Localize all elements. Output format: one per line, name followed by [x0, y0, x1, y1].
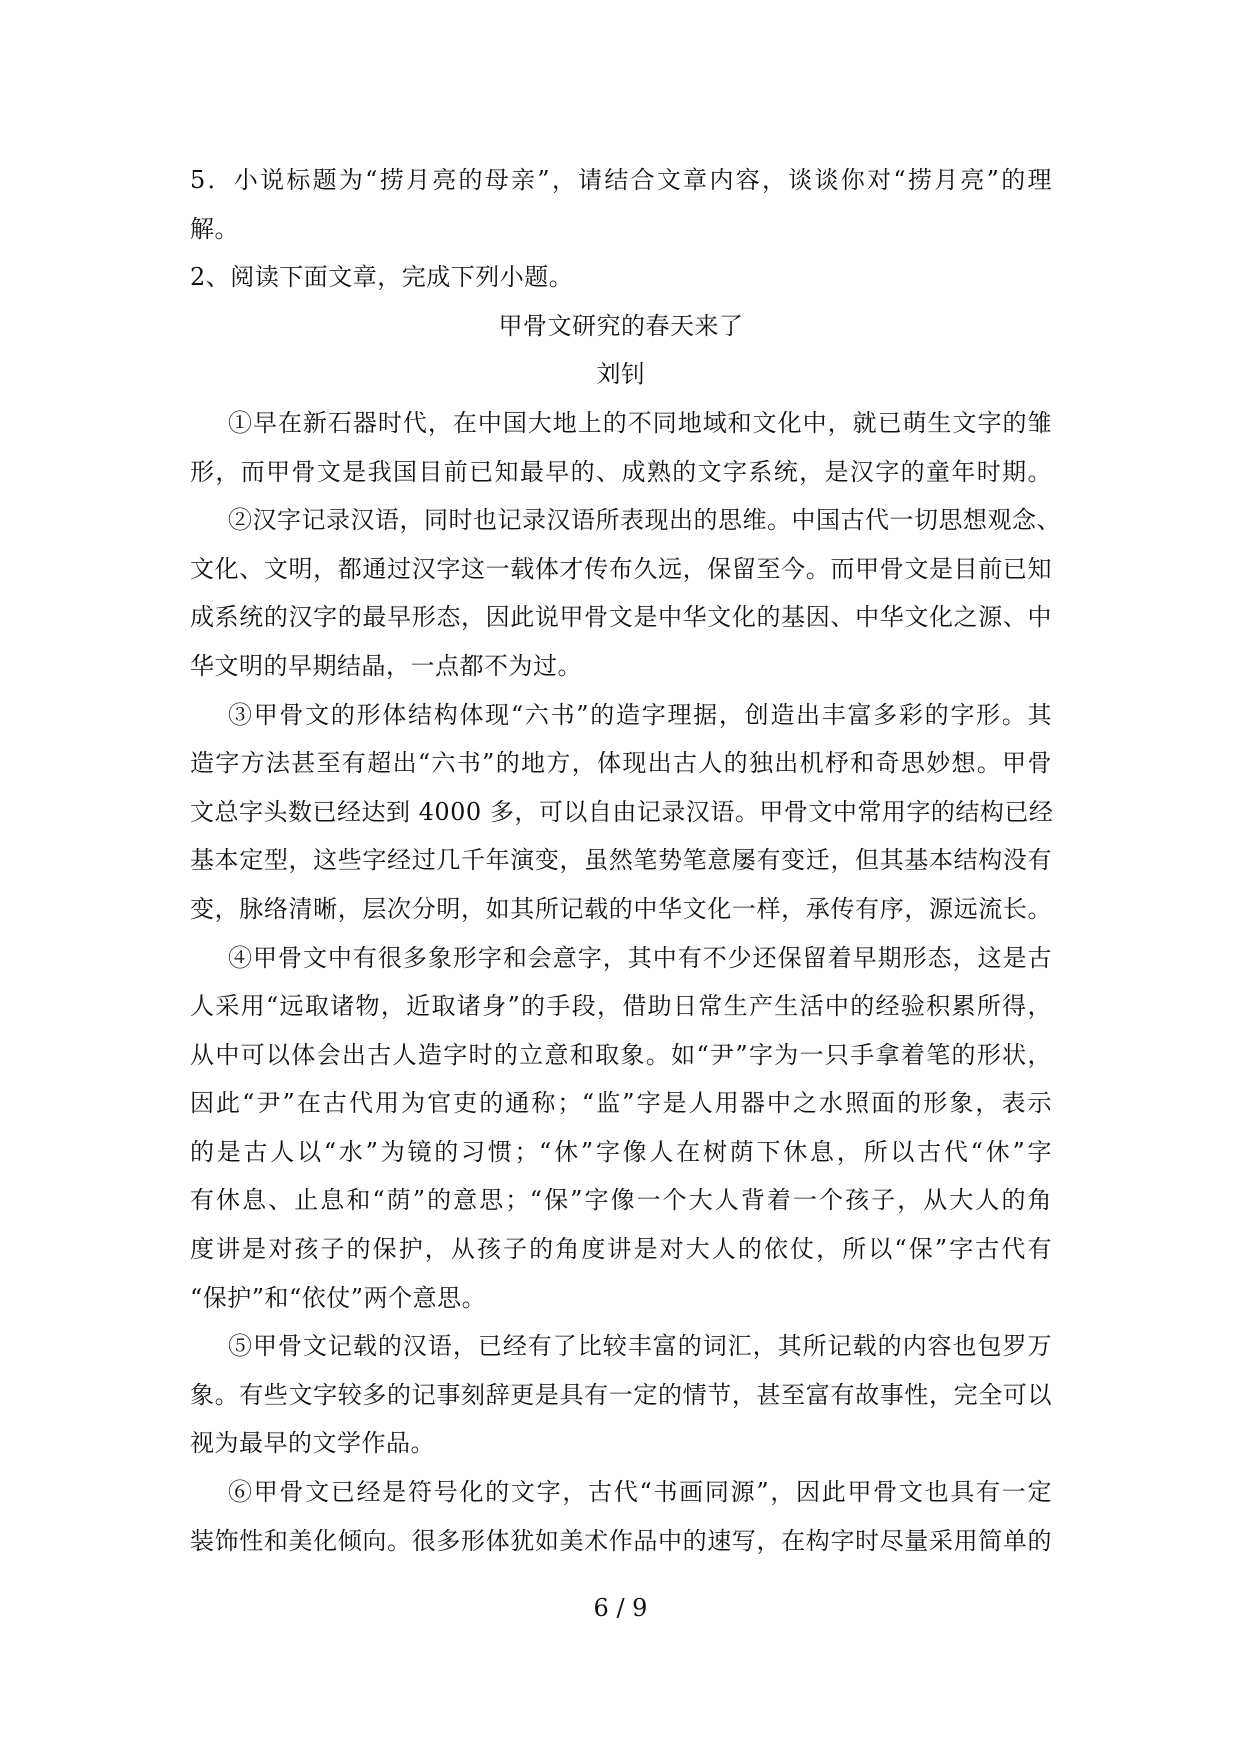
paragraph-line: 成系统的汉字的最早形态，因此说甲骨文是中华文化的基因、中华文化之源、中 — [190, 603, 1052, 632]
paragraph-1 — [190, 399, 1052, 496]
paragraph-3 — [190, 691, 1052, 934]
paragraph-line: ①早在新石器时代，在中国大地上的不同地域和文化中，就已萌生文字的雏 — [228, 408, 1052, 437]
paragraph-line: ⑥甲骨文已经是符号化的文字，古代“书画同源”，因此甲骨文也具有一定 — [228, 1478, 1052, 1507]
paragraph-line: 有休息、止息和“荫”的意思；“保”字像一个大人背着一个孩子，从大人的角 — [190, 1186, 1052, 1215]
page-number: 6 / 9 — [593, 1594, 648, 1622]
paragraph-line: 文化、文明，都通过汉字这一载体才传布久远，保留至今。而甲骨文是目前已知 — [190, 554, 1052, 583]
paragraph-line: 视为最早的文学作品。 — [190, 1429, 435, 1458]
article-author: 刘钊 — [596, 360, 646, 389]
paragraph-line: 文总字头数已经达到 4000 多，可以自由记录汉语。甲骨文中常用字的结构已经 — [190, 797, 1054, 826]
paragraph-line: 造字方法甚至有超出“六书”的地方，体现出古人的独出机杼和奇思妙想。甲骨 — [190, 749, 1052, 778]
document-page — [190, 156, 1061, 1565]
paragraph-line: 装饰性和美化倾向。很多形体犹如美术作品中的速写，在构字时尽量采用简单的 — [190, 1526, 1052, 1555]
paragraph-line: ④甲骨文中有很多象形字和会意字，其中有不少还保留着早期形态，这是古 — [228, 943, 1052, 972]
paragraph-2 — [190, 496, 1061, 690]
paragraph-line: 变，脉络清晰，层次分明，如其所记载的中华文化一样，承传有序，源远流长。 — [190, 894, 1052, 923]
question-5-line-2: 解。 — [190, 214, 239, 243]
section-2-heading: 2、阅读下面文章，完成下列小题。 — [190, 263, 574, 292]
paragraph-line: ②汉字记录汉语，同时也记录汉语所表现出的思维。中国古代一切思想观念、 — [228, 506, 1061, 535]
paragraph-line: 基本定型，这些字经过几千年演变，虽然笔势笔意屡有变迁，但其基本结构没有 — [190, 846, 1052, 875]
paragraph-line: 的是古人以“水”为镜的习惯；“休”字像人在树荫下休息，所以古代“休”字 — [190, 1137, 1052, 1166]
paragraph-line: 象。有些文字较多的记事刻辞更是具有一定的情节，甚至富有故事性，完全可以 — [190, 1380, 1052, 1409]
article-title: 甲骨文研究的春天来了 — [498, 311, 744, 340]
paragraph-line: “保护”和“依仗”两个意思。 — [190, 1283, 487, 1312]
paragraph-4 — [190, 934, 1052, 1323]
paragraph-line: ⑤甲骨文记载的汉语，已经有了比较丰富的词汇，其所记载的内容也包罗万 — [228, 1332, 1052, 1361]
paragraph-line: 因此“尹”在古代用为官吏的通称；“监”字是人用器中之水照面的形象，表示 — [190, 1089, 1052, 1118]
paragraph-line: 华文明的早期结晶，一点都不为过。 — [190, 651, 582, 680]
paragraph-line: 度讲是对孩子的保护，从孩子的角度讲是对大人的依仗，所以“保”字古代有 — [190, 1235, 1052, 1264]
paragraph-line: ③甲骨文的形体结构体现“六书”的造字理据，创造出丰富多彩的字形。其 — [228, 700, 1052, 729]
paragraph-line: 人采用“远取诸物，近取诸身”的手段，借助日常生产生活中的经验积累所得， — [190, 992, 1052, 1021]
paragraph-6 — [190, 1468, 1052, 1565]
paragraph-line: 形，而甲骨文是我国目前已知最早的、成熟的文字系统，是汉字的童年时期。 — [190, 457, 1052, 486]
paragraph-5 — [190, 1322, 1052, 1468]
paragraph-line: 从中可以体会出古人造字时的立意和取象。如“尹”字为一只手拿着笔的形状， — [190, 1040, 1052, 1069]
question-5-line-1: 5．小说标题为“捞月亮的母亲”，请结合文章内容，谈谈你对“捞月亮”的理 — [190, 166, 1052, 194]
